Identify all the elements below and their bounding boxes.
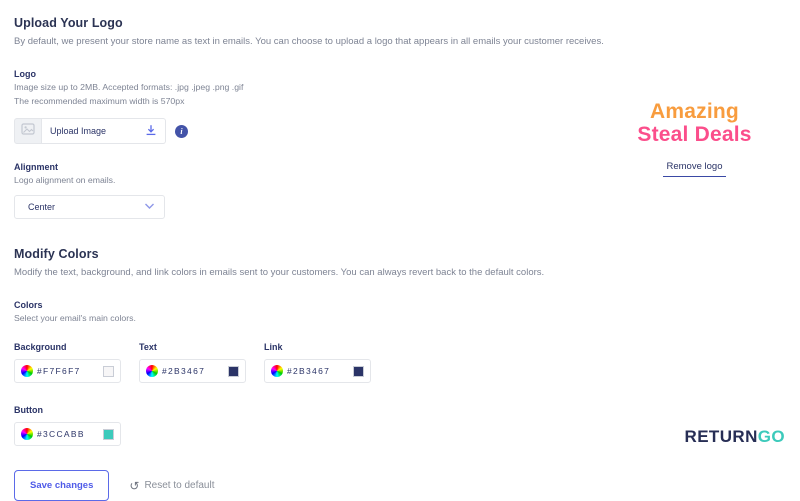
alignment-select[interactable] bbox=[14, 195, 165, 219]
reset-to-default-button[interactable] bbox=[129, 479, 214, 493]
button-color-swatch[interactable] bbox=[103, 429, 114, 440]
section-title-modify-colors: Modify Colors bbox=[14, 247, 99, 261]
button-color-value: #3CCABB bbox=[37, 429, 85, 439]
reset-label: Reset to default bbox=[144, 480, 215, 491]
background-color-label: Background bbox=[14, 342, 67, 352]
image-placeholder-icon bbox=[21, 122, 35, 140]
store-logo-line-2: Steal Deals bbox=[637, 123, 752, 146]
background-color-input[interactable] bbox=[14, 359, 121, 383]
logo-help-width: The recommended maximum width is 570px bbox=[14, 96, 185, 106]
link-color-label: Link bbox=[264, 342, 283, 352]
text-color-label: Text bbox=[139, 342, 157, 352]
button-color-field bbox=[14, 405, 121, 446]
colors-group-label: Colors bbox=[14, 300, 43, 310]
returngo-logo-return: RETURN bbox=[684, 427, 758, 446]
section-title-upload-logo: Upload Your Logo bbox=[14, 16, 123, 30]
color-fields-row-1 bbox=[14, 342, 800, 383]
logo-preview bbox=[612, 100, 777, 177]
upload-icon bbox=[145, 124, 157, 138]
color-wheel-icon bbox=[146, 365, 158, 377]
upload-image-label: Upload Image bbox=[50, 126, 107, 136]
alignment-field-label: Alignment bbox=[14, 162, 58, 172]
section-description-modify-colors: Modify the text, background, and link colors in emails sent to your customers. You can always revert back to the default colors. bbox=[14, 267, 545, 278]
text-color-field bbox=[139, 342, 246, 383]
colors-group-description: Select your email's main colors. bbox=[14, 313, 136, 323]
remove-logo-link[interactable]: Remove logo bbox=[663, 161, 727, 177]
logo-help-formats: Image size up to 2MB. Accepted formats: .jpg .jpeg .png .gif bbox=[14, 82, 244, 92]
logo-thumbnail-placeholder[interactable] bbox=[14, 118, 42, 144]
section-description-upload-logo: By default, we present your store name as text in emails. You can choose to upload a logo that appears in all emails your customer receives. bbox=[14, 36, 604, 47]
returngo-logo bbox=[685, 427, 785, 447]
text-color-swatch[interactable] bbox=[228, 366, 239, 377]
color-wheel-icon bbox=[21, 428, 33, 440]
info-icon[interactable]: i bbox=[175, 125, 188, 138]
logo-field-label: Logo bbox=[14, 69, 36, 79]
color-fields-row-2 bbox=[14, 405, 800, 446]
store-logo-line-1: Amazing bbox=[650, 100, 739, 123]
text-color-value: #2B3467 bbox=[162, 366, 206, 376]
link-color-swatch[interactable] bbox=[353, 366, 364, 377]
link-color-input[interactable] bbox=[264, 359, 371, 383]
background-color-value: #F7F6F7 bbox=[37, 366, 81, 376]
save-changes-button[interactable]: Save changes bbox=[14, 470, 109, 501]
upload-image-button[interactable] bbox=[42, 118, 166, 144]
alignment-field-description: Logo alignment on emails. bbox=[14, 175, 116, 185]
background-color-field bbox=[14, 342, 121, 383]
reset-icon: ↺ bbox=[129, 478, 140, 493]
text-color-input[interactable] bbox=[139, 359, 246, 383]
button-color-input[interactable] bbox=[14, 422, 121, 446]
returngo-logo-go: GO bbox=[757, 427, 785, 446]
button-color-label: Button bbox=[14, 405, 43, 415]
color-wheel-icon bbox=[21, 365, 33, 377]
color-wheel-icon bbox=[271, 365, 283, 377]
link-color-value: #2B3467 bbox=[287, 366, 331, 376]
background-color-swatch[interactable] bbox=[103, 366, 114, 377]
chevron-down-icon bbox=[144, 202, 155, 212]
modify-colors-section bbox=[14, 247, 800, 446]
alignment-selected-value: Center bbox=[28, 202, 56, 212]
link-color-field bbox=[264, 342, 371, 383]
footer-actions bbox=[14, 470, 800, 501]
